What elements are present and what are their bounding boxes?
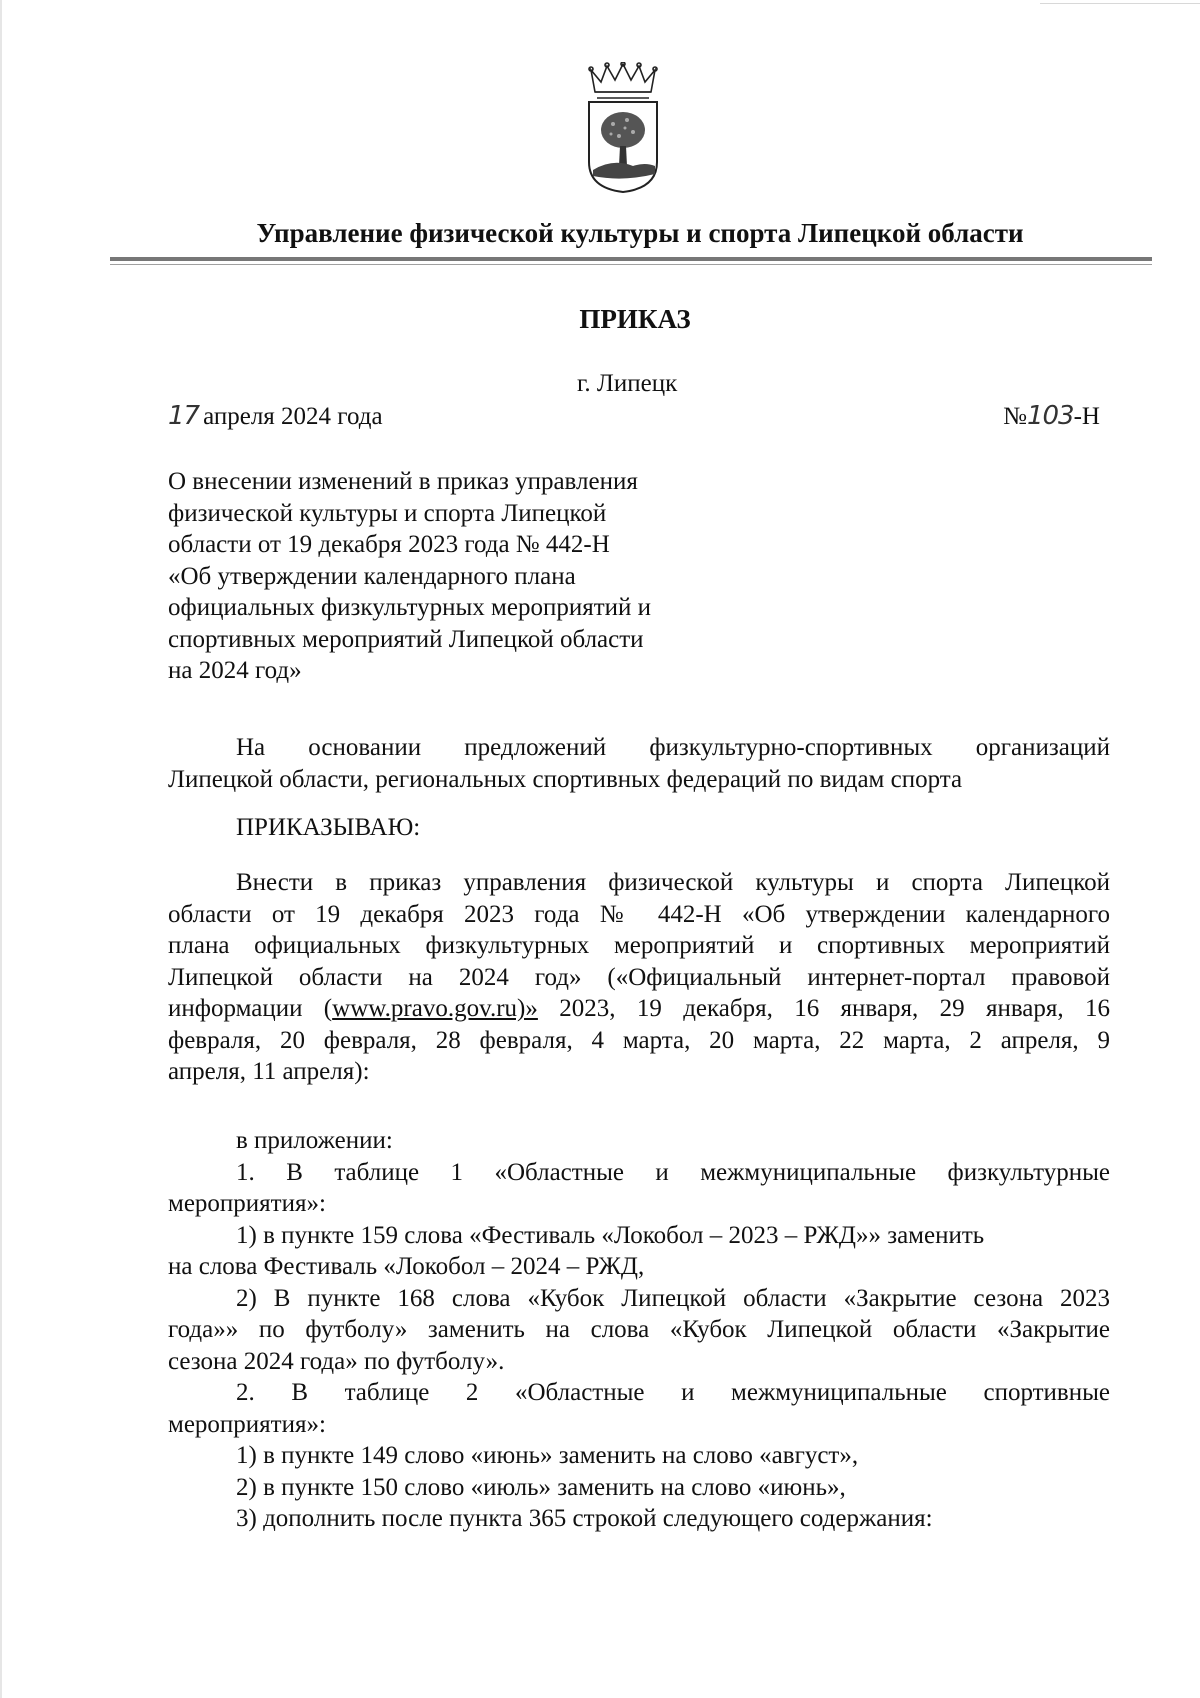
text-line: 3) дополнить после пункта 365 строкой следующего содержания: [236,1505,933,1532]
text-line: сезона 2024 года» по футболу». [168,1347,505,1375]
city: г. Липецк [577,370,678,397]
text-line: 2) В пункте 168 слова «Кубок Липецкой области «Закрытие сезона 2023 [236,1284,1110,1312]
annex-intro: в приложении: [236,1127,393,1154]
organization-name: Управление физической культуры и спорта Липецкой области [256,218,1024,248]
text-line: области от 19 декабря 2023 года № 442-Н «Об утверждении календарного [168,900,1110,928]
text-line: мероприятия»: [168,1410,326,1438]
basis-paragraph [168,732,1110,795]
subject-line: области от 19 декабря 2023 года № 442-Н [168,531,610,558]
document-type: ПРИКАЗ [579,304,691,334]
pravo-link[interactable]: www.pravo.gov.ru)» [332,995,538,1022]
text-line: 2) в пункте 150 слово «июль» заменить на слово «июнь», [236,1473,846,1501]
subject-line: физической культуры и спорта Липецкой [168,499,607,527]
scan-edge [0,0,2,1698]
handwritten-number: 103 [1026,401,1074,431]
text-line: на слова Фестиваль «Локобол – 2024 – РЖД, [168,1253,645,1280]
text-line: года»» по футболу» заменить на слова «Кубок Липецкой области «Закрытие [168,1316,1110,1343]
text-line: На основании предложений физкультурно-спортивных организаций [236,734,1110,761]
text-line: Липецкой области на 2024 год» («Официальный интернет-портал правовой [168,963,1110,991]
text-line: 1) в пункте 159 слова «Фестиваль «Локобол – 2023 – РЖД»» заменить [236,1221,985,1249]
text-line: ПРИКАЗЫВАЮ: [236,814,421,841]
number-prefix: № [1003,403,1027,430]
number-suffix: -Н [1073,403,1100,430]
subject-line: официальных физкультурных мероприятий и [168,594,652,621]
main-paragraph [168,867,1110,1088]
subject-line: на 2024 год» [168,657,302,684]
text-line: Внести в приказ управления физической культуры и спорта Липецкой [236,869,1110,896]
order-date [168,400,383,433]
subject-line: спортивных мероприятий Липецкой области [168,625,644,653]
order-subject [168,466,728,687]
header-rule-thin [110,264,1152,265]
text-line: плана официальных физкультурных мероприятий и спортивных мероприятий [168,932,1110,959]
text-line: 1. В таблице 1 «Областные и межмуниципальные физкультурные [236,1158,1110,1186]
text-fragment: информации ( [168,995,333,1022]
text-line: февраля, 20 февраля, 28 февраля, 4 марта, 20 марта, 22 марта, 2 апреля, 9 [168,1026,1110,1054]
text-line [168,993,1110,1025]
annex-section [168,1125,1110,1535]
header-rule [110,257,1152,261]
order-word [168,812,1110,844]
date-rest: апреля 2024 года [203,403,383,430]
text-line: апреля, 11 апреля): [168,1058,370,1085]
subject-line: «Об утверждении календарного плана [168,562,576,590]
coat-of-arms-emblem [583,62,663,194]
subject-line: О внесении изменений в приказ управления [168,468,638,495]
order-number [1003,400,1100,433]
handwritten-day: 17 [168,401,200,431]
text-line: 1) в пункте 149 слово «июнь» заменить на слово «август», [236,1442,859,1469]
text-line: Липецкой области, региональных спортивных федераций по видам спорта [168,765,963,793]
text-fragment: 2023, 19 декабря, 16 января, 29 января, 16 [537,995,1110,1022]
text-line: мероприятия»: [168,1190,326,1217]
scan-edge [1040,3,1200,4]
text-line: 2. В таблице 2 «Областные и межмуниципальные спортивные [236,1379,1110,1406]
